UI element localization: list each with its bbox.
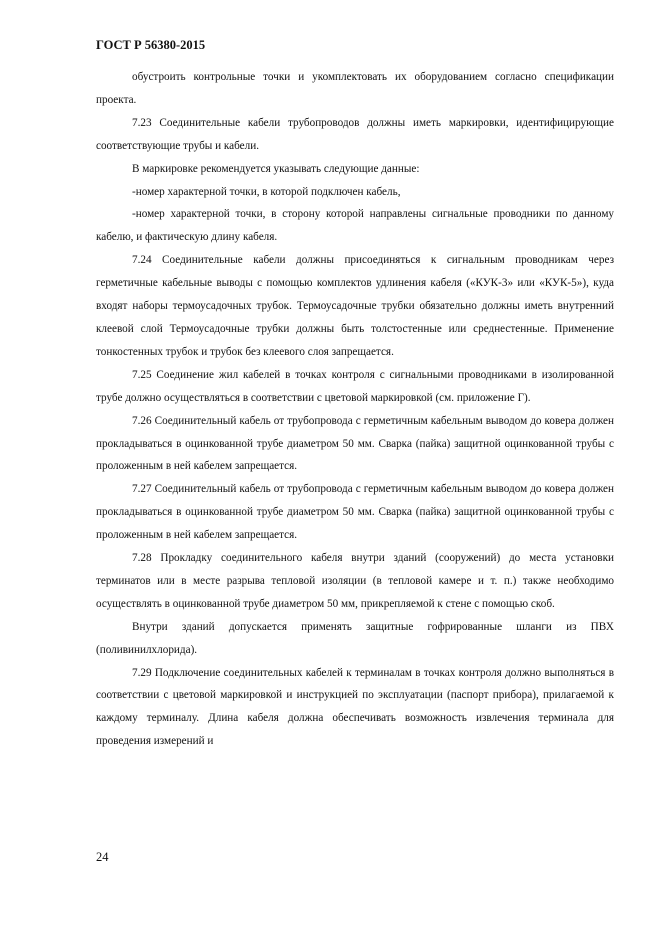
paragraph: -номер характерной точки, в которой подключен кабель, <box>132 185 401 198</box>
paragraph: 7.29 Подключение соединительных кабелей к терминалам в точках контроля должно выполняться в соответствии с цветовой маркировкой и инструкцией по эксплуатации (паспорт прибора), прилагаемой к каждому терминалу. Длина кабеля должна обеспечивать возможность извлечения терминала для проведения измерений и <box>96 666 614 748</box>
document-body <box>96 66 614 753</box>
paragraph: 7.27 Соединительный кабель от трубопровода с герметичным кабельным выводом до ковера должен прокладываться в оцинкованной трубе диаметром 50 мм. Сварка (пайка) защитной оцинкованной трубы с проложенным в ней кабелем запрещается. <box>96 483 614 542</box>
paragraph: 7.26 Соединительный кабель от трубопровода с герметичным кабельным выводом до ковера должен прокладываться в оцинкованной трубе диаметром 50 мм. Сварка (пайка) защитной оцинкованной трубы с проложенным в ней кабелем запрещается. <box>96 414 614 473</box>
paragraph: 7.28 Прокладку соединительного кабеля внутри зданий (сооружений) до места установки терминатов или в месте разрыва тепловой изоляции (в тепловой камере и т. п.) также необходимо осуществлять в оцинкованной трубе диаметром 50 мм, прикрепляемой к стене с помощью скоб. <box>96 552 614 610</box>
paragraph: обустроить контрольные точки и укомплектовать их оборудованием согласно спецификации проекта. <box>96 71 614 106</box>
paragraph: Внутри зданий допускается применять защитные гофрированные шланги из ПВХ (поливинилхлорида). <box>96 620 614 656</box>
paragraph: 7.24 Соединительные кабели должны присоединяться к сигнальным проводникам через герметичные кабельные выводы с помощью комплектов удлинения кабеля («КУК-3» или «КУК-5»), куда входят наборы термоусадочных трубок. Термоусадочные трубки обязательно должны иметь внутренний клеевой слой Термоусадочные трубки должны быть толстостенные или среднестенные. Применение тонкостенных трубок и трубок без клеевого слоя запрещается. <box>96 254 614 358</box>
paragraph: В маркировке рекомендуется указывать следующие данные: <box>132 162 420 175</box>
page-number: 24 <box>96 850 109 864</box>
paragraph: 7.23 Соединительные кабели трубопроводов должны иметь маркировки, идентифицирующие соответствующие трубы и кабели. <box>96 116 614 152</box>
paragraph: -номер характерной точки, в сторону которой направлены сигнальные проводники по данному кабелю, и фактическую длину кабеля. <box>96 208 614 244</box>
paragraph: 7.25 Соединение жил кабелей в точках контроля с сигнальными проводниками в изолированной трубе должно осуществляться в соответствии с цветовой маркировкой (см. приложение Г). <box>96 368 614 404</box>
document-header: ГОСТ Р 56380-2015 <box>96 38 206 52</box>
